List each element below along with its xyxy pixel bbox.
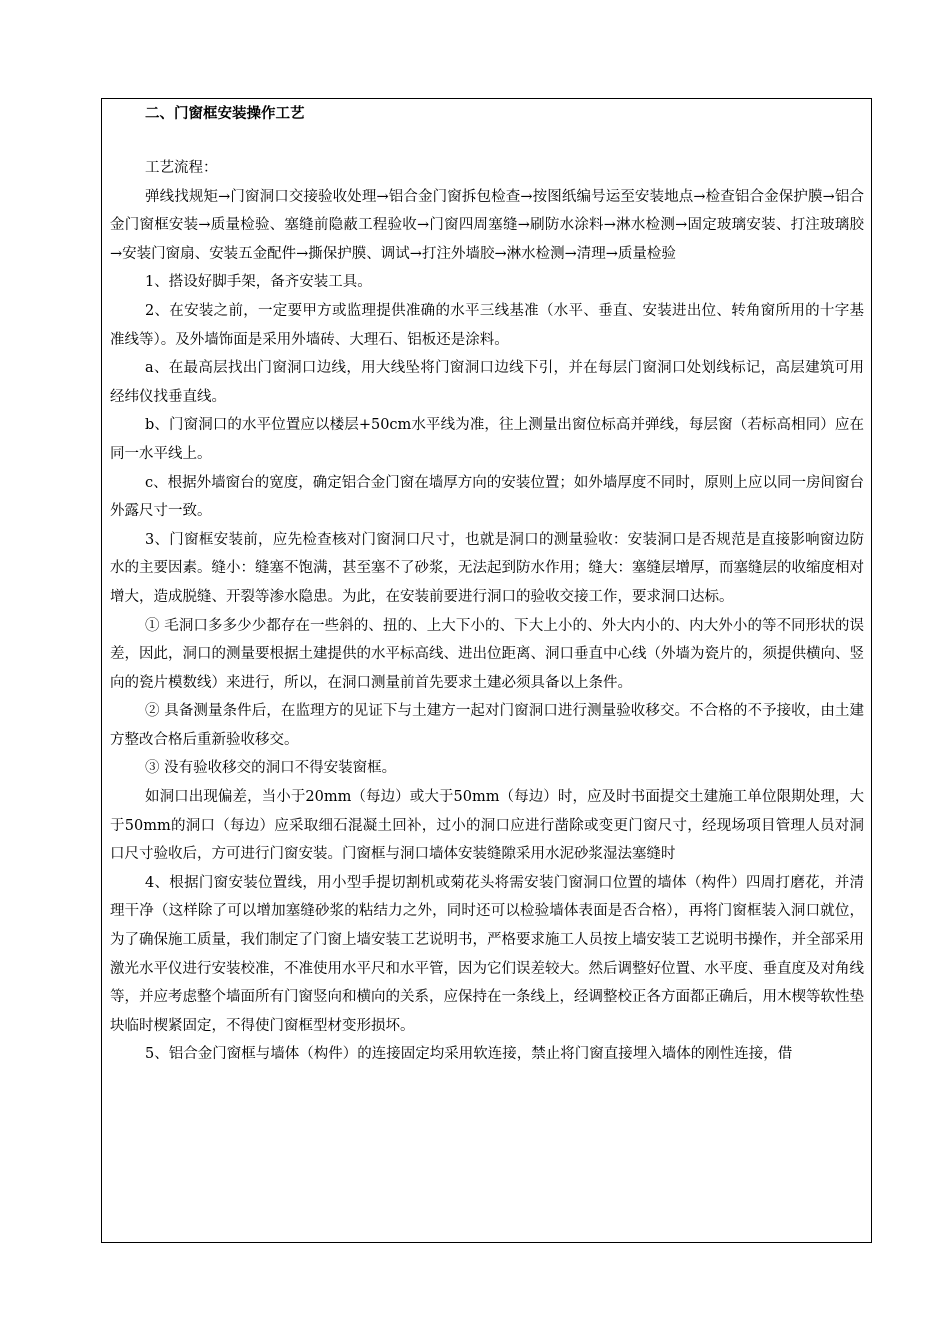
paragraph-step-3: 3、门窗框安装前，应先检查核对门窗洞口尺寸，也就是洞口的测量验收：安装洞口是否规范是直接影响窗边防水的主要因素。缝小：缝塞不饱满，甚至塞不了砂浆，无法起到防水作用；缝大：塞缝层增厚，而塞缝层的收缩度相对增大，造成脱缝、开裂等渗水隐患。为此，在安装前要进行洞口的验收交接工作，要求洞口达标。 bbox=[110, 531, 864, 605]
paragraph-step-2b: b、门窗洞口的水平位置应以楼层+50cm水平线为准，往上测量出窗位标高并弹线，每层窗（若标高相同）应在同一水平线上。 bbox=[110, 417, 864, 462]
document-body bbox=[110, 100, 864, 1069]
spacer bbox=[110, 128, 864, 154]
paragraph-process-label: 工艺流程： bbox=[145, 160, 218, 176]
paragraph-step-2c: c、根据外墙窗台的宽度，确定铝合金门窗在墙厚方向的安装位置；如外墙厚度不同时，原则上应以同一房间窗台外露尺寸一致。 bbox=[110, 474, 864, 520]
paragraph-step-2a: a、在最高层找出门窗洞口边线，用大线坠将门窗洞口边线下引，并在每层门窗洞口处划线标记，高层建筑可用经纬仪找垂直线。 bbox=[110, 360, 864, 405]
paragraph-step-5: 5、铝合金门窗框与墙体（构件）的连接固定均采用软连接，禁止将门窗直接埋入墙体的刚性连接，借 bbox=[145, 1046, 793, 1063]
paragraph-step-2: 2、在安装之前，一定要甲方或监理提供准确的水平三线基准（水平、垂直、安装进出位、转角窗所用的十字基准线等）。及外墙饰面是采用外墙砖、大理石、铝板还是涂料。 bbox=[110, 302, 864, 348]
paragraph-step-3-3: ③ 没有验收移交的洞口不得安装窗框。 bbox=[145, 760, 397, 777]
paragraph-deviation: 如洞口出现偏差，当小于20mm（每边）或大于50mm（每边）时，应及时书面提交土建施工单位限期处理，大于50mm的洞口（每边）应采取细石混凝土回补，过小的洞口应进行凿除或变更门窗尺寸，经现场项目管理人员对洞口尺寸验收后，方可进行门窗安装。门窗框与洞口墙体安装缝隙采用水泥砂浆湿法塞缝时 bbox=[110, 789, 864, 863]
paragraph-step-3-1: ① 毛洞口多多少少都存在一些斜的、扭的、上大下小的、下大上小的、外大内小的、内大外小的等不同形状的误差，因此，洞口的测量要根据土建提供的水平标高线、进出位距离、洞口垂直中心线（外墙为瓷片的，须提供横向、竖向的瓷片模数线）来进行，所以，在洞口测量前首先要求土建必须具备以上条件。 bbox=[110, 617, 864, 691]
paragraph-step-4: 4、根据门窗安装位置线，用小型手提切割机或菊花头将需安装门窗洞口位置的墙体（构件）四周打磨花，并清理干净（这样除了可以增加塞缝砂浆的粘结力之外，同时还可以检验墙体表面是否合格），再将门窗框装入洞口就位，为了确保施工质量，我们制定了门窗上墙安装工艺说明书，严格要求施工人员按上墙安装工艺说明书操作，并全部采用激光水平仪进行安装校准，不准使用水平尺和水平管，因为它们误差较大。然后调整好位置、水平度、垂直度及对角线等，并应考虑整个墙面所有门窗竖向和横向的关系，应保持在一条线上，经调整校正各方面都正确后，用木楔等软性垫块临时楔紧固定，不得使门窗框型材变形损坏。 bbox=[110, 874, 864, 1034]
paragraph-step-3-2: ② 具备测量条件后，在监理方的见证下与土建方一起对门窗洞口进行测量验收移交。不合格的不予接收，由土建方整改合格后重新验收移交。 bbox=[110, 703, 864, 748]
paragraph-process-flow: 弹线找规矩→门窗洞口交接验收处理→铝合金门窗拆包检查→按图纸编号运至安装地点→检查铝合金保护膜→铝合金门窗框安装→质量检验、塞缝前隐蔽工程验收→门窗四周塞缝→刷防水涂料→淋水检测→固定玻璃安装、打注玻璃胶→安装门窗扇、安装五金配件→撕保护膜、调试→打注外墙胶→淋水检测→清理→质量检验 bbox=[110, 188, 864, 262]
paragraph-step-1: 1、搭设好脚手架，备齐安装工具。 bbox=[145, 274, 372, 291]
section-title: 二、门窗框安装操作工艺 bbox=[145, 106, 305, 122]
